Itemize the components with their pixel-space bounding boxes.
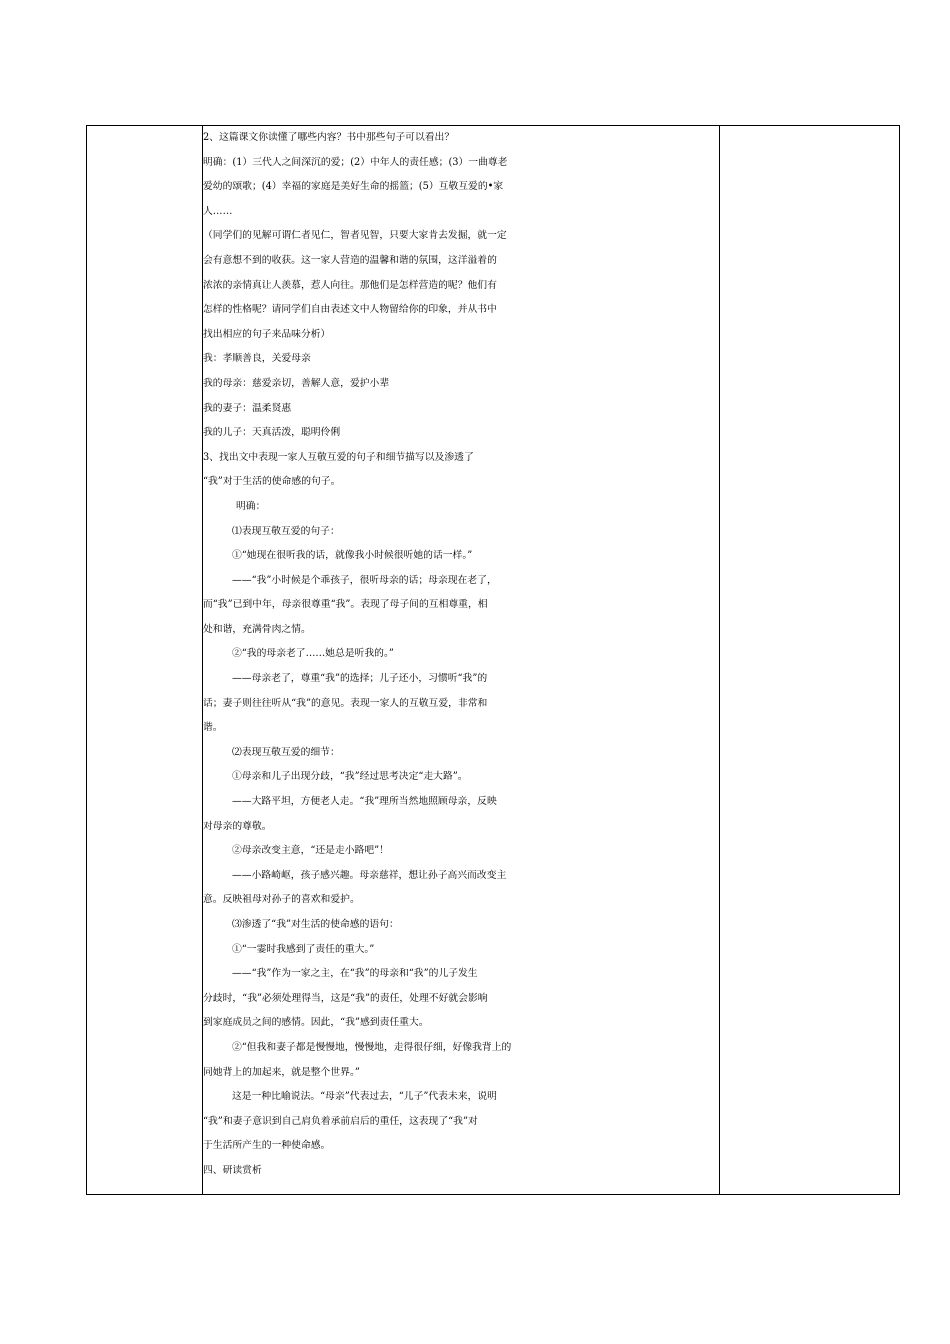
quote-line: ①“一霎时我感到了责任的重大。”: [232, 943, 375, 955]
character-me: 我：孝顺善良，关爱母亲: [203, 353, 311, 365]
quote-line: ②“我的母亲老了……她总是听我的。”: [232, 648, 394, 660]
analysis-line: ——母亲老了，尊重“我”的选择；儿子还小，习惯听“我”的: [232, 673, 488, 685]
character-mother: 我的母亲：慈爱亲切，善解人意，爱护小辈: [203, 377, 390, 389]
section-4-heading: 四、研读赏析: [203, 1164, 262, 1176]
subsection-title: ⑴表现互敬互爱的句子：: [232, 525, 340, 537]
character-wife: 我的妻子：温柔贤惠: [203, 402, 292, 414]
question-3: “我”对于生活的使命感的句子。: [203, 476, 341, 488]
analysis-line: 到家庭成员之间的感情。因此，“我”感到责任重大。: [203, 1017, 429, 1029]
right-column-cell: [720, 126, 900, 1195]
main-content-cell: [203, 126, 720, 1195]
analysis-line: ——“我”作为一家之主，在“我”的母亲和“我”的儿子发生: [232, 968, 478, 980]
answer-2-line: 爱幼的颂歌；(4）幸福的家庭是美好生命的摇篮；(5）互敬互爱的•家: [203, 181, 504, 193]
note-line: 浓浓的亲情真让人羡慕，惹人向往。那他们是怎样营造的呢？他们有: [203, 279, 497, 291]
analysis-line: 对母亲的尊敬。: [203, 820, 272, 832]
quote-line: 同她背上的加起来，就是整个世界。”: [203, 1066, 360, 1078]
character-son: 我的儿子：天真活泼，聪明伶俐: [203, 427, 341, 439]
note-line: （同学们的见解可谓仁者见仁，智者见智，只要大家肯去发掘，就一定: [203, 230, 507, 242]
analysis-line: 话；妻子则往往听从“我”的意见。表现一家人的互敬互爱，非常和: [203, 697, 488, 709]
analysis-line: 谐。: [203, 722, 223, 734]
analysis-line: “我”和妻子意识到自己肩负着承前启后的重任，这表现了“我”对: [203, 1115, 478, 1127]
subsection-title: ⑶渗透了“我”对生活的使命感的语句：: [232, 919, 399, 930]
note-line: 怎样的性格呢？请同学们自由表述文中人物留给你的印象，并从书中: [203, 304, 497, 316]
analysis-line: 于生活所产生的一种使命感。: [203, 1140, 331, 1152]
analysis-line: 分歧时，“我”必须处理得当，这是“我”的责任，处理不好就会影响: [203, 992, 488, 1004]
analysis-line: 意。反映祖母对孙子的喜欢和爱护。: [203, 894, 360, 906]
note-line: 找出相应的句子来品味分析）: [203, 328, 331, 340]
left-column-cell: [87, 126, 203, 1195]
quote-line: ②“但我和妻子都是慢慢地，慢慢地，走得很仔细，好像我背上的: [232, 1041, 512, 1053]
analysis-line: 处和谐，充满骨肉之情。: [203, 623, 311, 635]
lesson-plan-table: [86, 125, 900, 1195]
analysis-line: 而“我”已到中年，母亲很尊重“我”。表现了母子间的互相尊重，相: [203, 599, 488, 611]
question-3: 3、找出文中表现一家人互敬互爱的句子和细节描写以及渗透了: [203, 451, 474, 463]
mingque-label: 明确：: [236, 500, 266, 512]
analysis-line: ——小路崎岖，孩子感兴趣。母亲慈祥，想让孙子高兴而改变主: [232, 869, 507, 881]
analysis-line: ——大路平坦，方便老人走。“我”理所当然地照顾母亲，反映: [232, 796, 497, 808]
quote-line: ②母亲改变主意，“还是走小路吧”！: [232, 845, 389, 857]
table-row: [87, 126, 900, 1195]
quote-line: ①母亲和儿子出现分歧，“我”经过思考决定“走大路”。: [232, 771, 468, 783]
answer-2-line: 明确：(1）三代人之间深沉的爱；(2）中年人的责任感；(3）一曲尊老: [203, 156, 508, 168]
analysis-line: 这是一种比喻说法。“母亲”代表过去，“儿子”代表未来，说明: [232, 1091, 497, 1103]
quote-line: ①“她现在很听我的话，就像我小时候很听她的话一样。”: [232, 550, 473, 562]
analysis-line: ——“我”小时候是个乖孩子，很听母亲的话；母亲现在老了，: [232, 574, 497, 586]
subsection-title: ⑵表现互敬互爱的细节：: [232, 746, 340, 758]
question-2: 2、这篇课文你读懂了哪些内容？书中那些句子可以看出？: [203, 132, 455, 143]
note-line: 会有意想不到的收获。这一家人营造的温馨和谐的氛围，这洋溢着的: [203, 254, 497, 266]
answer-2-line: 人……: [203, 205, 233, 217]
